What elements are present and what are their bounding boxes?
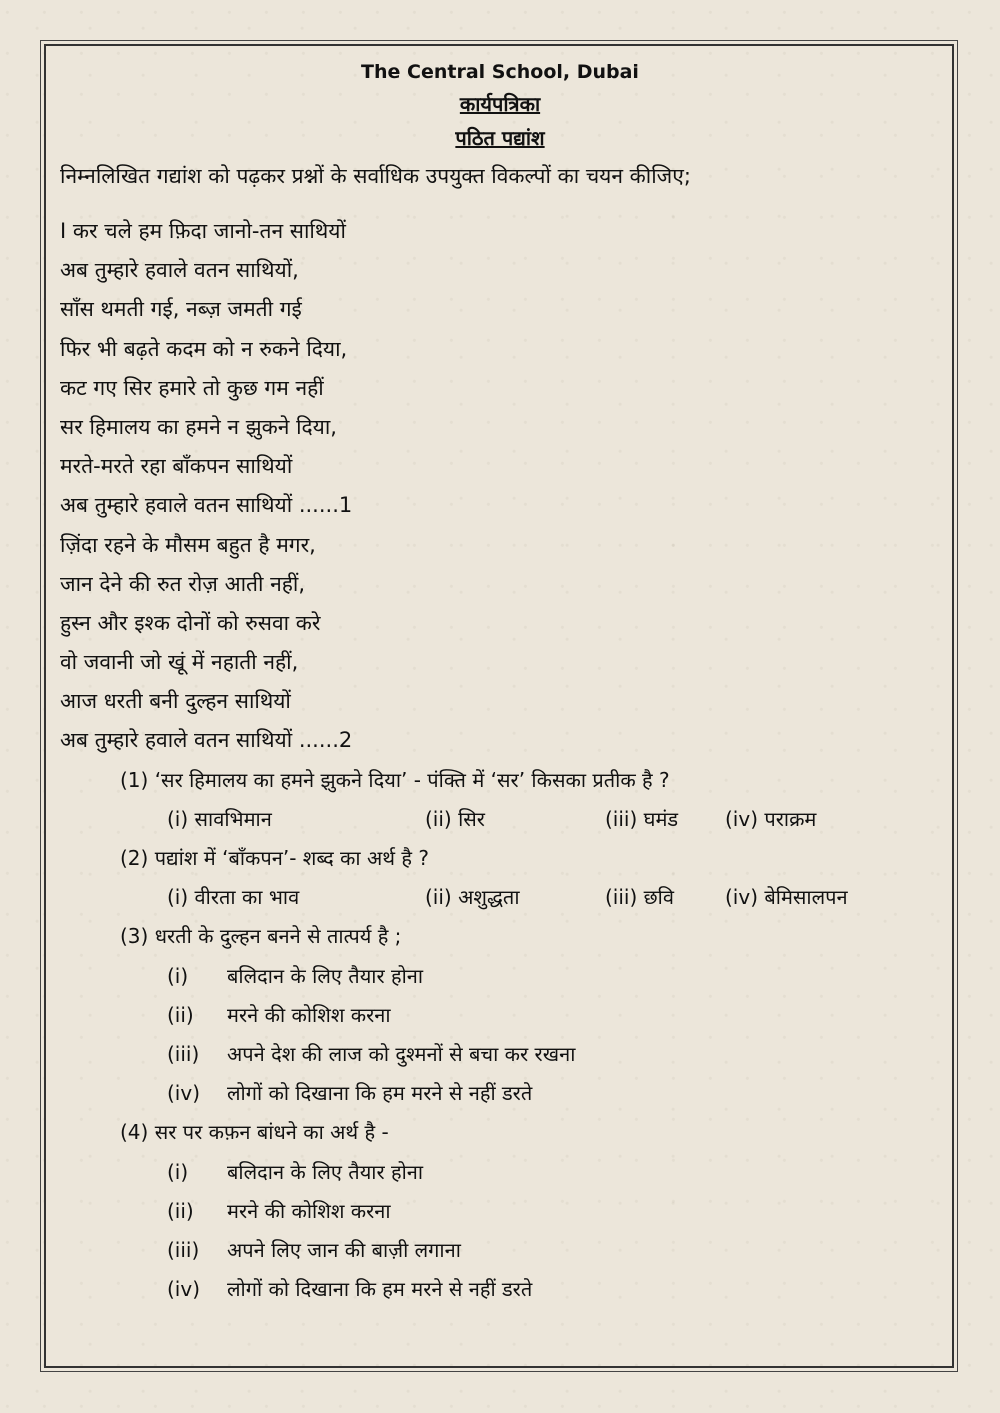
option: (i) वीरता का भाव <box>167 885 300 910</box>
school-name: The Central School, Dubai <box>361 61 639 83</box>
poem-line: वो जवानी जो खूं में नहाती नहीं, <box>60 650 299 675</box>
option <box>167 1270 940 1309</box>
option: (ii) अशुद्धता <box>425 885 520 910</box>
question-2-options <box>167 878 940 917</box>
option-number: (i) <box>167 1159 189 1184</box>
option <box>167 1074 940 1113</box>
question-3: (3) धरती के दुल्हन बनने से तात्पर्य है ; <box>120 924 402 949</box>
worksheet-subtitle: पठित पद्यांश <box>455 126 545 150</box>
question-2: (2) पद्यांश में ‘बाँकपन’- शब्द का अर्थ है ? <box>120 846 429 870</box>
option-number: (iii) <box>167 1237 200 1262</box>
option: (iv) बेमिसालपन <box>725 885 848 910</box>
poem-line: I कर चले हम फ़िदा जानो-तन साथियों <box>60 219 346 243</box>
option: (i) सावभिमान <box>167 806 272 831</box>
option-text: लोगों को दिखाना कि हम मरने से नहीं डरते <box>227 1081 533 1106</box>
option <box>167 996 940 1035</box>
poem-line: जान देने की रुत रोज़ आती नहीं, <box>60 571 306 596</box>
option <box>167 1035 940 1074</box>
poem-line: ज़िंदा रहने के मौसम बहुत है मगर, <box>60 532 316 557</box>
worksheet-title: कार्यपत्रिका <box>459 92 541 116</box>
question-1: (1) ‘सर हिमालय का हमने झुकने दिया’ - पंक्ति में ‘सर’ किसका प्रतीक है ? <box>120 767 670 792</box>
question-1-options <box>167 800 940 839</box>
option-text: लोगों को दिखाना कि हम मरने से नहीं डरते <box>227 1277 533 1302</box>
poem-line: साँस थमती गई, नब्ज़ जमती गई <box>60 297 302 322</box>
option-number: (ii) <box>167 1198 194 1223</box>
option-number: (i) <box>167 963 189 988</box>
poem-line: मरते-मरते रहा बाँकपन साथियों <box>60 454 293 479</box>
option <box>167 1153 940 1192</box>
option-text: अपने लिए जान की बाज़ी लगाना <box>227 1237 461 1262</box>
option-text: मरने की कोशिश करना <box>227 1002 391 1027</box>
poem-line: अब तुम्हारे हवाले वतन साथियों ......1 <box>60 493 353 518</box>
question-4: (4) सर पर कफ़न बांधने का अर्थ है - <box>120 1120 389 1145</box>
option <box>167 1192 940 1231</box>
option: (iii) घमंड <box>605 806 679 831</box>
option <box>167 1231 940 1270</box>
option <box>167 957 940 996</box>
instruction: निम्नलिखित गद्यांश को पढ़कर प्रश्नों के सर्वाधिक उपयुक्त विकल्पों का चयन कीजिए; <box>60 164 691 188</box>
poem-line: अब तुम्हारे हवाले वतन साथियों ......2 <box>60 728 353 753</box>
poem-line: अब तुम्हारे हवाले वतन साथियों, <box>60 258 299 283</box>
poem <box>60 212 940 761</box>
poem-line: सर हिमालय का हमने न झुकने दिया, <box>60 414 337 439</box>
poem-line: हुस्न और इश्क दोनों को रुसवा करे <box>60 610 321 635</box>
option: (iv) पराक्रम <box>725 806 817 831</box>
option-number: (iv) <box>167 1081 200 1106</box>
poem-line: आज धरती बनी दुल्हन साथियों <box>60 689 291 714</box>
poem-line: कट गए सिर हमारे तो कुछ गम नहीं <box>60 375 324 400</box>
option: (ii) सिर <box>425 806 485 831</box>
option-text: बलिदान के लिए तैयार होना <box>227 1159 424 1184</box>
option-text: बलिदान के लिए तैयार होना <box>227 963 424 988</box>
worksheet <box>60 58 940 1309</box>
option-number: (ii) <box>167 1002 194 1027</box>
option: (iii) छवि <box>605 885 674 910</box>
option-number: (iii) <box>167 1041 200 1066</box>
poem-line: फिर भी बढ़ते कदम को न रुकने दिया, <box>60 336 348 361</box>
option-text: अपने देश की लाज को दुश्मनों से बचा कर रखना <box>227 1041 576 1066</box>
option-number: (iv) <box>167 1277 200 1302</box>
option-text: मरने की कोशिश करना <box>227 1198 391 1223</box>
